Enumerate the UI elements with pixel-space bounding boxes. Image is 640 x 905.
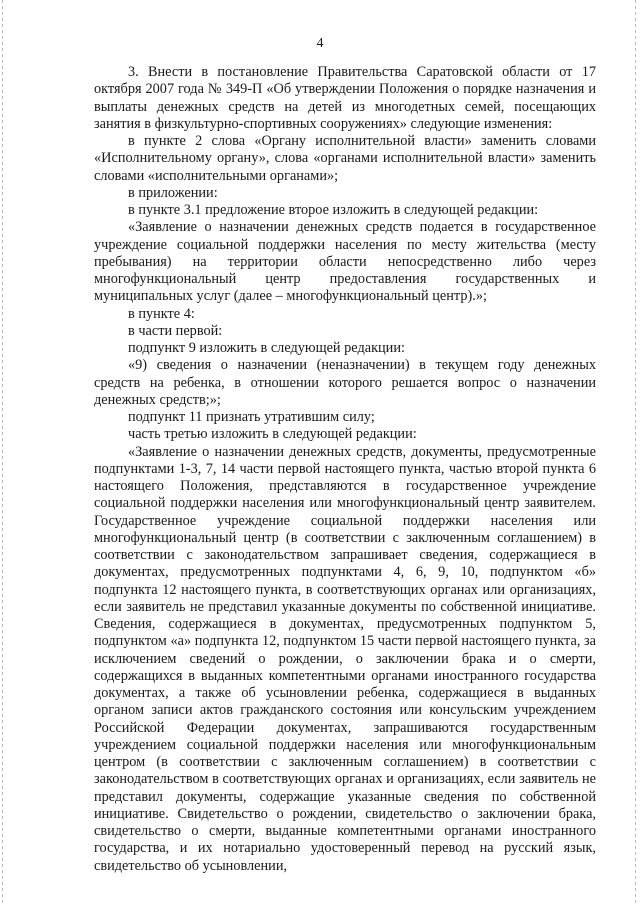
paragraph-subpoint-11: подпункт 11 признать утратившим силу;: [128, 409, 375, 425]
paragraph-part-one: в части первой:: [128, 322, 223, 339]
paragraph-in-point-4: в пункте 4:: [128, 305, 195, 322]
page-number: 4: [316, 36, 324, 51]
scan-edge-left: [2, 0, 5, 905]
paragraph-item-3-intro: 3. Внести в постановление Правительства Саратовской области от 17 октября 2007 года № 349-П «Об утверждении Положения о порядке назначения и выплаты денежных средств на детей из многодетных семей, посещающих занятия в физкультурно-спортивных сооружениях» следующие изменения:: [94, 64, 596, 132]
paragraph-point-3-1-text: «Заявление о назначении денежных средств подается в государственное учреждение социальной поддержки населения по месту жительства (месту пребывания) на территории области непосредственно либо через многофункциональный центр предоставления государственных и муниципальных услуг (далее – многофункциональный центр).»;: [94, 219, 596, 305]
paragraph-point-2-amendment: в пункте 2 слова «Органу исполнительной власти» заменить словами «Исполнительному органу», слова «органами исполнительной власти» заменить словами «исполнительными органами»;: [94, 133, 596, 184]
paragraph-part-three: часть третью изложить в следующей редакции:: [128, 426, 417, 443]
paragraph-point-3-1: в пункте 3.1 предложение второе изложить в следующей редакции:: [128, 202, 539, 218]
paragraph-subpoint-9: подпункт 9 изложить в следующей редакции:: [128, 340, 405, 356]
paragraph-subpoint-9-text: «9) сведения о назначении (неназначении) в текущем году денежных средств на ребенка, в отношении которого решается вопрос о назначении денежных средств;»;: [94, 357, 596, 408]
scan-edge-right: [635, 0, 638, 905]
paragraph-in-appendix: в приложении:: [128, 184, 218, 201]
paragraph-part-three-text: «Заявление о назначении денежных средств, документы, предусмотренные подпунктами 1-3, 7, 14 части первой настоящего пункта, частью второй пункта 6 настоящего Положения, представляются в государственное учреждение социальной поддержки населения или многофункциональный центр заявителем. Государственное учреждение социальной поддержки населения или многофункциональный центр (в соответствии с заключенным соглашением) в соответствии с законодательством запрашивает сведения, содержащиеся в документах, предусмотренных подпунктами 4, 6, 9, 10, подпунктом «б» подпункта 12 настоящего пункта, в соответствующих органах или организациях, если заявитель не представил указанные документы по собственной инициативе. Сведения, содержащиеся в документах, предусмотренных подпунктом 5, подпунктом «а» подпункта 12, подпунктом 15 части первой настоящего пункта, за исключением сведений о рождении, о заключении брака и о смерти, содержащихся в выданных компетентными органами иностранного государства документах, а также об усыновлении ребенка, содержащиеся в выданных органом записи актов гражданского состояния или консульским учреждением Российской Федерации документах, запрашиваются государственным учреждением социальной поддержки населения или многофункциональным центром (в соответствии с заключенным соглашением) в соответствии с законодательством в соответствующих органах и организациях, если заявитель не представил документы, содержащие указанные сведения по собственной инициативе. Свидетельство о рождении, свидетельство о заключении брака, свидетельство о смерти, выданные компетентными органами иностранного государства, и их нотариально удостоверенный перевод на русский язык, свидетельство об усыновлении,: [94, 443, 596, 874]
document-body: [94, 64, 596, 875]
